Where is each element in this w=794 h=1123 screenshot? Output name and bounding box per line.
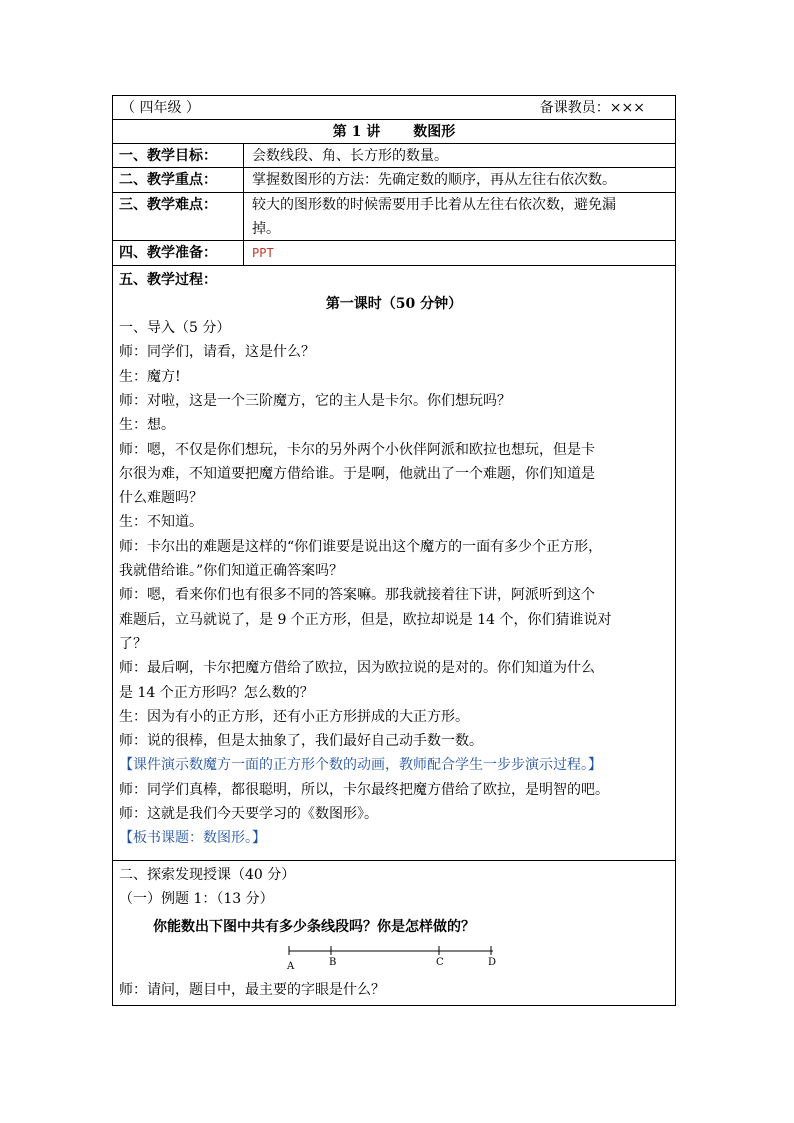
process-line: 生：魔方! [119, 368, 181, 385]
title-row [113, 120, 675, 144]
process-line: 【板书课题：数图形。】 [119, 830, 266, 847]
difficulty-row [113, 193, 675, 241]
process-line: 师：卡尔出的难题是这样的“你们谁要是说出这个魔方的一面有多少个正方形， [119, 538, 603, 555]
process-heading: 五、教学过程： [119, 272, 217, 288]
process-line: 师：说的很棒，但是太抽象了，我们最好自己动手数一数。 [119, 733, 483, 750]
process-line: 【课件演示数魔方一面的正方形个数的动画，教师配合学生一步步演示过程。】 [119, 757, 602, 774]
explore-last-line: 师：请问，题目中，最主要的字眼是什么？ [119, 982, 385, 998]
difficulty-value-line-1: 较大的图形数的时候需要用手比着从左往右依次数，避免漏 [252, 197, 616, 213]
process-line: 尔很为难，不知道要把魔方借给谁。于是啊，他就出了一个难题，你们知道是 [119, 465, 595, 482]
process-line: 师：对啦，这是一个三阶魔方，它的主人是卡尔。你们想玩吗？ [119, 392, 511, 409]
process-line: 什么难题吗？ [119, 490, 203, 507]
line-segment-figure [283, 941, 503, 975]
process-line: 生：因为有小的正方形，还有小正方形拼成的大正方形。 [119, 708, 469, 725]
process-section [113, 266, 675, 861]
process-line: 生：想。 [119, 417, 175, 434]
process-line: 师：同学们，请看，这是什么？ [119, 344, 315, 361]
point-label-d: D [488, 957, 497, 968]
preparation-value: PPT [252, 246, 274, 260]
lesson-number: 第 1 讲 [332, 124, 381, 140]
example-label: （一）例题 1：（13 分） [119, 891, 274, 907]
point-label-b: B [329, 957, 337, 968]
process-line: 师：这就是我们今天要学习的《数图形》。 [119, 806, 378, 822]
difficulty-label: 三、教学难点： [119, 197, 217, 213]
process-line: 我就借给谁。”你们知道正确答案吗？ [119, 563, 344, 579]
process-line: 师：同学们真棒，都很聪明，所以，卡尔最终把魔方借给了欧拉，是明智的吧。 [119, 781, 609, 798]
process-line: 生：不知道。 [119, 514, 203, 531]
lesson-title: 数图形 [413, 124, 456, 140]
process-line: 一、导入（5 分） [119, 320, 231, 336]
objectives-row [113, 144, 675, 168]
preparation-label: 四、教学准备： [119, 245, 217, 261]
objectives-label: 一、教学目标： [119, 148, 217, 164]
explore-heading: 二、探索发现授课（40 分） [119, 867, 296, 883]
teacher-label: 备课教员：××× [539, 100, 645, 116]
key-points-value: 掌握数图形的方法：先确定数的顺序，再从左往右依次数。 [252, 172, 616, 188]
process-line: 是 14 个正方形吗？怎么数的？ [119, 684, 314, 701]
example-question: 你能数出下图中共有多少条线段吗？你是怎样做的？ [153, 919, 475, 935]
key-points-row [113, 168, 675, 193]
point-label-c: C [436, 957, 444, 968]
key-points-label: 二、教学重点： [119, 172, 217, 188]
explore-section [113, 861, 675, 1005]
preparation-row [113, 241, 675, 266]
objectives-value: 会数线段、角、长方形的数量。 [252, 148, 448, 164]
difficulty-value-line-2: 掉。 [252, 221, 280, 237]
period-title: 第一课时（50 分钟） [325, 296, 463, 312]
process-line: 难题后，立马就说了，是 9 个正方形，但是，欧拉却说是 14 个，你们猜谁说对 [119, 611, 612, 628]
header-row [113, 96, 675, 120]
point-label-a: A [287, 961, 295, 972]
grade-label: （ 四年级 ） [121, 100, 200, 116]
lesson-plan-table [112, 95, 676, 1006]
process-line: 师：嗯，看来你们也有很多不同的答案嘛。那我就接着往下讲，阿派听到这个 [119, 587, 595, 604]
process-line: 师：最后啊，卡尔把魔方借给了欧拉，因为欧拉说的是对的。你们知道为什么 [119, 660, 595, 677]
process-line: 师：嗯，不仅是你们想玩，卡尔的另外两个小伙伴阿派和欧拉也想玩，但是卡 [119, 441, 595, 458]
process-line: 了？ [119, 635, 147, 652]
